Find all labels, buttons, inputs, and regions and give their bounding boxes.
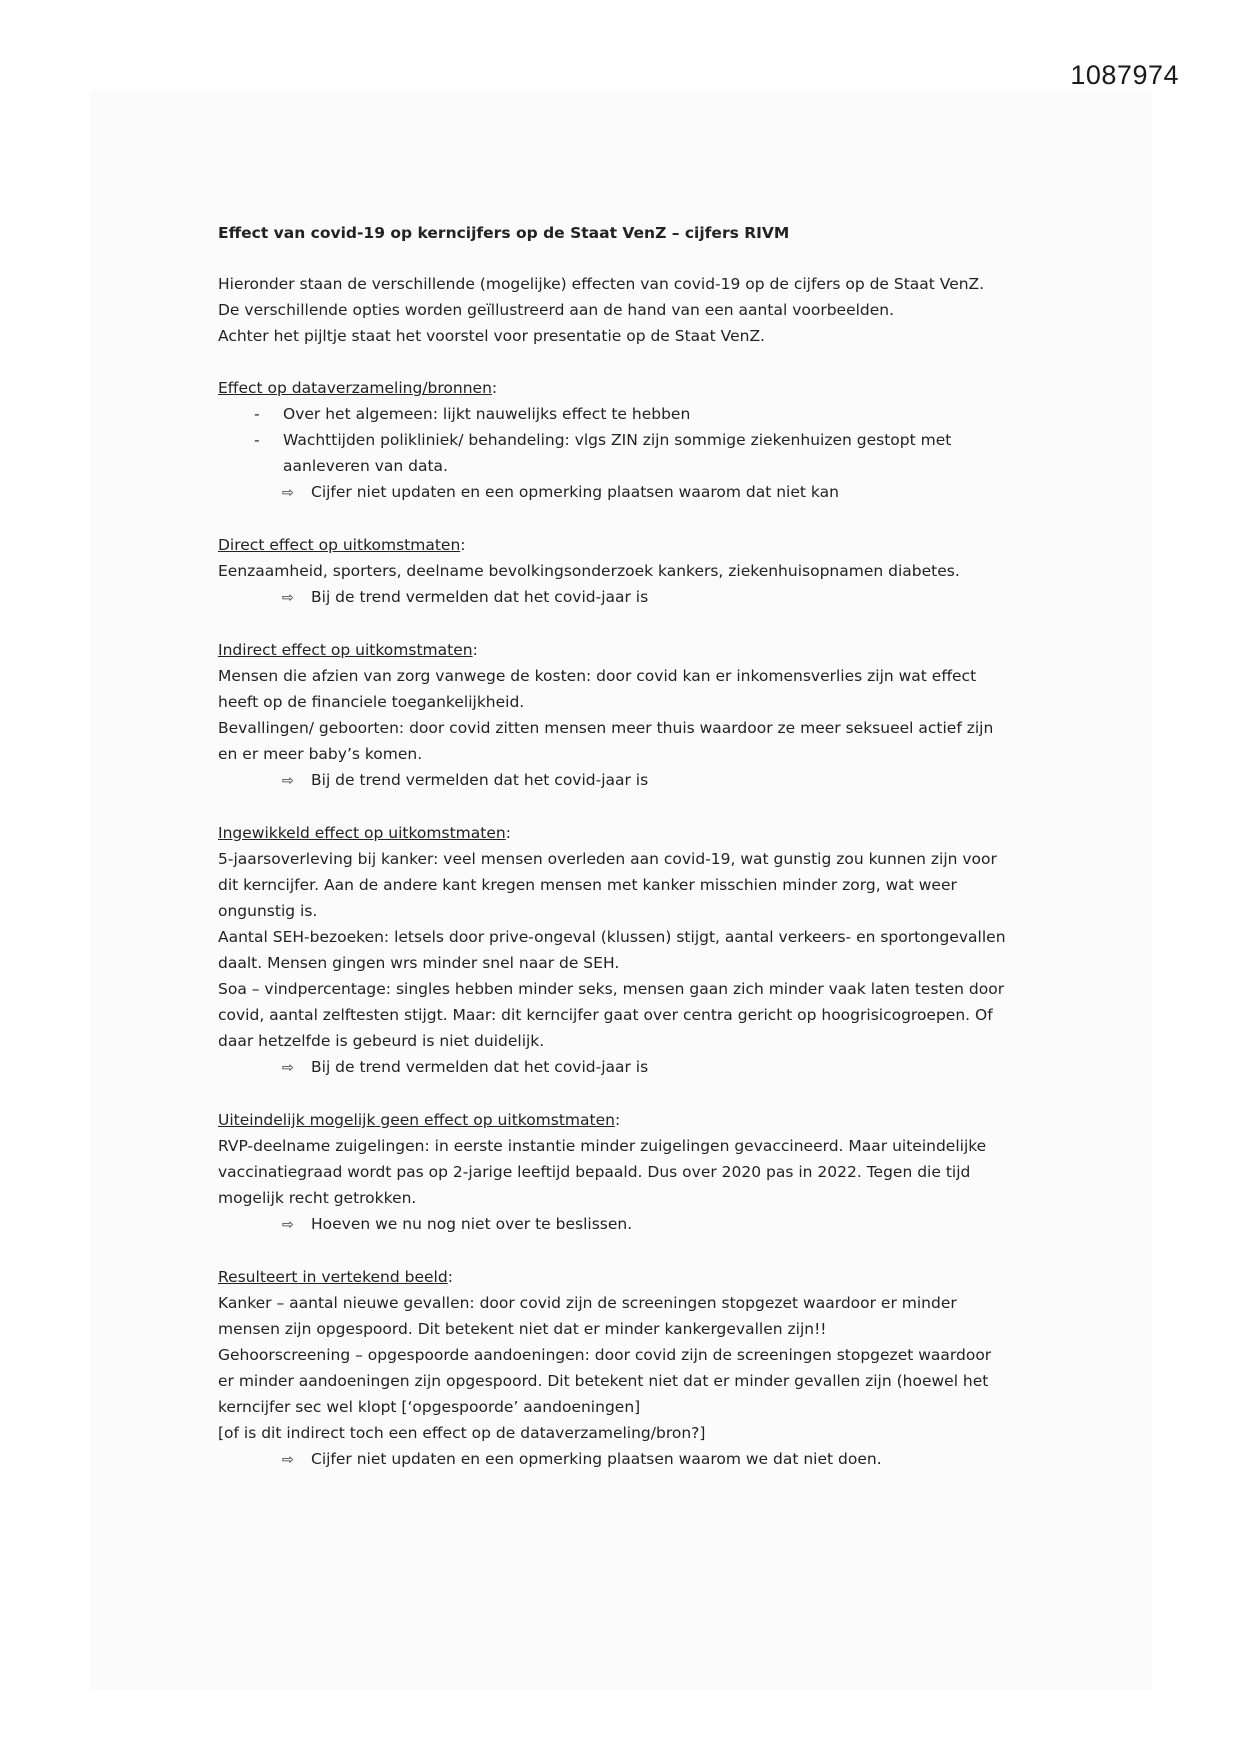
paragraph-line: Gehoorscreening – opgespoorde aandoeningen: door covid zijn de screeningen stopgezet waardoor (218, 1346, 992, 1364)
section-indirect-effect (218, 637, 1038, 794)
paragraph-line: Kanker – aantal nieuwe gevallen: door covid zijn de screeningen stopgezet waardoor er minder (218, 1294, 957, 1312)
paragraph-line: en er meer baby’s komen. (218, 745, 423, 763)
intro-line: De verschillende opties worden geïllustreerd aan de hand van een aantal voorbeelden. (218, 301, 895, 319)
proposal-line: ⇨ Cijfer niet updaten en een opmerking plaatsen waarom we dat niet doen. (218, 1446, 1038, 1473)
paragraph-line: heeft op de financiele toegankelijkheid. (218, 693, 525, 711)
list-item: - Over het algemeen: lijkt nauwelijks effect te hebben (254, 405, 691, 423)
proposal-line: ⇨ Hoeven we nu nog niet over te beslissen. (218, 1211, 1038, 1238)
outlined-right-arrow-icon: ⇨ (282, 1060, 294, 1076)
intro-line: Hieronder staan de verschillende (mogelijke) effecten van covid-19 op de cijfers op de Staat VenZ. (218, 275, 985, 293)
paragraph-line: er minder aandoeningen zijn opgespoord. Dit betekent niet dat er minder gevallen zijn (hoewel het (218, 1372, 989, 1390)
document-body (218, 220, 1038, 1499)
paragraph-line: mogelijk recht getrokken. (218, 1189, 417, 1207)
section-heading: Effect op dataverzameling/bronnen: (218, 379, 498, 397)
paragraph-line: Mensen die afzien van zorg vanwege de kosten: door covid kan er inkomensverlies zijn wat effect (218, 667, 977, 685)
paragraph-line: dit kerncijfer. Aan de andere kant kregen mensen met kanker misschien minder zorg, wat weer (218, 876, 957, 894)
section-ingewikkeld-effect (218, 820, 1038, 1081)
section-direct-effect (218, 532, 1038, 611)
section-vertekend-beeld (218, 1264, 1038, 1473)
paragraph-line: Soa – vindpercentage: singles hebben minder seks, mensen gaan zich minder vaak laten testen door (218, 980, 1005, 998)
proposal-line: ⇨ Bij de trend vermelden dat het covid-jaar is (218, 1054, 1038, 1081)
section-heading: Resulteert in vertekend beeld: (218, 1268, 453, 1286)
section-heading: Uiteindelijk mogelijk geen effect op uitkomstmaten: (218, 1111, 621, 1129)
outlined-right-arrow-icon: ⇨ (282, 590, 294, 606)
section-geen-effect (218, 1107, 1038, 1238)
bullet-list (218, 401, 1038, 479)
section-heading: Indirect effect op uitkomstmaten: (218, 641, 478, 659)
document-title: Effect van covid-19 op kerncijfers op de Staat VenZ – cijfers RIVM (218, 224, 790, 242)
proposal-line: ⇨ Bij de trend vermelden dat het covid-jaar is (218, 767, 1038, 794)
paragraph-line: ongunstig is. (218, 902, 318, 920)
paragraph-line: 5-jaarsoverleving bij kanker: veel mensen overleden aan covid-19, wat gunstig zou kunnen zijn voor (218, 850, 997, 868)
paragraph-line: Aantal SEH-bezoeken: letsels door prive-ongeval (klussen) stijgt, aantal verkeers- en sportongevallen (218, 928, 1006, 946)
paragraph-line: Eenzaamheid, sporters, deelname bevolkingsonderzoek kankers, ziekenhuisopnamen diabetes. (218, 562, 960, 580)
document-number: 1087974 (1070, 60, 1179, 90)
paragraph-line: daalt. Mensen gingen wrs minder snel naar de SEH. (218, 954, 620, 972)
paragraph-line: daar hetzelfde is gebeurd is niet duidelijk. (218, 1032, 545, 1050)
paragraph-line: Bevallingen/ geboorten: door covid zitten mensen meer thuis waardoor ze meer seksueel actief zijn (218, 719, 994, 737)
outlined-right-arrow-icon: ⇨ (282, 1452, 294, 1468)
list-item: - Wachttijden polikliniek/ behandeling: vlgs ZIN zijn sommige ziekenhuizen gestopt met aanleveren van data. (254, 431, 952, 475)
section-dataverzameling (218, 375, 1038, 506)
paragraph-line: kerncijfer sec wel klopt [‘opgespoorde’ aandoeningen] (218, 1398, 641, 1416)
intro-paragraph (218, 271, 1038, 349)
paragraph-line: mensen zijn opgespoord. Dit betekent niet dat er minder kankergevallen zijn!! (218, 1320, 827, 1338)
intro-line: Achter het pijltje staat het voorstel voor presentatie op de Staat VenZ. (218, 327, 765, 345)
section-heading: Direct effect op uitkomstmaten: (218, 536, 466, 554)
outlined-right-arrow-icon: ⇨ (282, 1217, 294, 1233)
proposal-line: ⇨ Cijfer niet updaten en een opmerking plaatsen waarom dat niet kan (218, 479, 1038, 506)
paragraph-line: covid, aantal zelftesten stijgt. Maar: dit kerncijfer gaat over centra gericht op hoogrisicogroepen. Of (218, 1006, 993, 1024)
section-heading: Ingewikkeld effect op uitkomstmaten: (218, 824, 511, 842)
outlined-right-arrow-icon: ⇨ (282, 773, 294, 789)
outlined-right-arrow-icon: ⇨ (282, 485, 294, 501)
paragraph-line: vaccinatiegraad wordt pas op 2-jarige leeftijd bepaald. Dus over 2020 pas in 2022. Tegen die tijd (218, 1163, 971, 1181)
paragraph-line: [of is dit indirect toch een effect op de dataverzameling/bron?] (218, 1424, 706, 1442)
paragraph-line: RVP-deelname zuigelingen: in eerste instantie minder zuigelingen gevaccineerd. Maar uiteindelijke (218, 1137, 987, 1155)
proposal-line: ⇨ Bij de trend vermelden dat het covid-jaar is (218, 584, 1038, 611)
